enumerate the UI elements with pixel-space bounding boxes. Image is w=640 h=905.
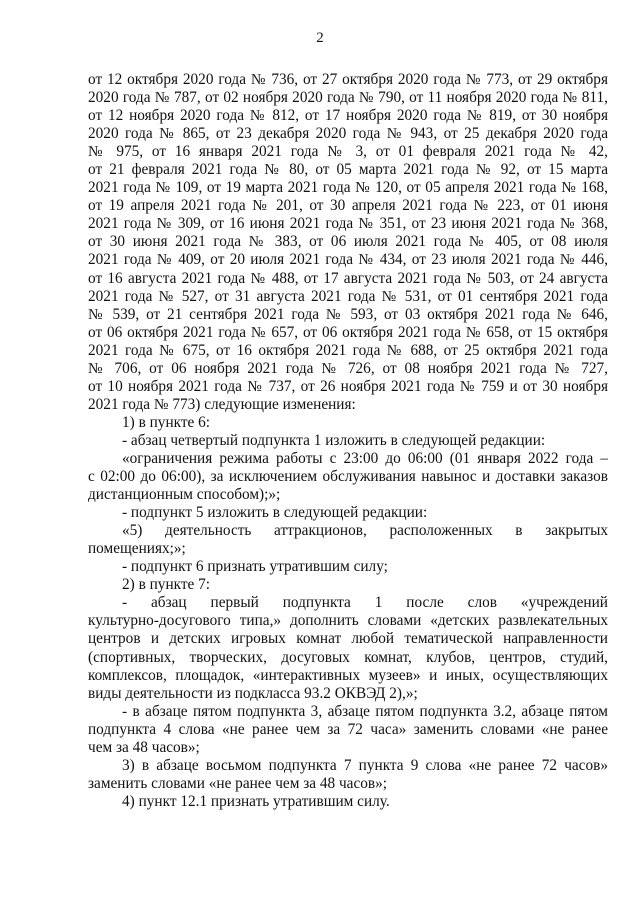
text-line: от 10 ноября 2021 года № 737, от 26 ноября 2021 года № 759 и от 30 ноября [88,377,608,395]
text-line: от 06 октября 2021 года № 657, от 06 октября 2021 года № 658, от 15 октября [88,323,608,341]
list-item: - в абзаце пятом подпункта 3, абзаце пятом подпункта 3.2, абзаце пятом [122,702,608,720]
text-line: 2021 года № 675, от 16 октября 2021 года № 688, от 25 октября 2021 года [88,341,608,359]
text-line: от 21 февраля 2021 года № 80, от 05 марта 2021 года № 92, от 15 марта [88,161,608,179]
text-line: подпункта 4 слова «не ранее чем за 72 часа» заменить словами «не ранее [88,720,608,738]
text-line: 2021 года № 109, от 19 марта 2021 года № 120, от 05 апреля 2021 года № 168, [88,179,608,197]
text-line: от 12 ноября 2020 года № 812, от 17 ноября 2020 года № 819, от 30 ноября [88,107,608,125]
document-body [88,71,608,811]
text-line: центров и детских игровых комнат любой тематической направленности [88,630,608,648]
text-line: от 12 октября 2020 года № 736, от 27 октября 2020 года № 773, от 29 октября [88,71,608,88]
list-item: - подпункт 5 изложить в следующей редакции: [122,504,428,522]
list-item: - абзац первый подпункта 1 после слов «учреждений [122,594,608,612]
quote-line: дистанционным способом);»; [88,486,281,504]
text-line: от 16 августа 2021 года № 488, от 17 августа 2021 года № 503, от 24 августа [88,269,608,287]
quote-line: помещениях;»; [88,540,186,558]
text-line: № 975, от 16 января 2021 года № 3, от 01 февраля 2021 года № 42, [88,143,608,161]
text-line: чем за 48 часов»; [88,738,200,756]
text-line: № 539, от 21 сентября 2021 года № 593, от 03 октября 2021 года № 646, [88,305,608,323]
text-line: культурно-досугового типа,» дополнить словами «детских развлекательных [88,612,608,630]
text-line: 2020 года № 787, от 02 ноября 2020 года № 790, от 11 ноября 2020 года № 811, [88,89,608,107]
text-line: комплексов, площадок, «интерактивных музеев» и иных, осуществляющих [88,666,608,684]
text-line: 2021 года № 409, от 20 июля 2021 года № 434, от 23 июля 2021 года № 446, [88,251,608,269]
text-line: от 19 апреля 2021 года № 201, от 30 апреля 2021 года № 223, от 01 июня [88,197,608,215]
page-number: 2 [316,30,324,46]
list-item: 1) в пункте 6: [122,413,211,431]
quote-line: «ограничения режима работы с 23:00 до 06:00 (01 января 2022 года – [122,449,608,467]
text-line: заменить словами «не ранее чем за 48 часов»; [88,774,388,792]
text-line: 2021 года № 309, от 16 июня 2021 года № 351, от 23 июня 2021 года № 368, [88,215,608,233]
quote-line: «5) деятельность аттракционов, расположенных в закрытых [122,522,608,540]
list-item: 4) пункт 12.1 признать утратившим силу. [122,792,390,810]
list-item: - абзац четвертый подпункта 1 изложить в следующей редакции: [122,431,546,449]
list-item: 2) в пункте 7: [122,576,211,594]
text-line: 2021 года № 773) следующие изменения: [88,395,356,413]
text-line: виды деятельности из подкласса 93.2 ОКВЭД 2),»; [88,684,418,702]
text-line: 2021 года № 527, от 31 августа 2021 года № 531, от 01 сентября 2021 года [88,287,608,305]
text-line: от 30 июня 2021 года № 383, от 06 июля 2021 года № 405, от 08 июля [88,233,608,251]
list-item: - подпункт 6 признать утратившим силу; [122,558,388,576]
text-line: 2020 года № 865, от 23 декабря 2020 года № 943, от 25 декабря 2020 года [88,125,608,143]
text-line: № 706, от 06 ноября 2021 года № 726, от 08 ноября 2021 года № 727, [88,359,608,377]
text-line: (спортивных, творческих, досуговых комнат, клубов, центров, студий, [88,648,608,666]
list-item: 3) в абзаце восьмом подпункта 7 пункта 9 слова «не ранее 72 часов» [122,756,608,774]
quote-line: с 02:00 до 06:00), за исключением обслуживания навынос и доставки заказов [88,468,608,486]
